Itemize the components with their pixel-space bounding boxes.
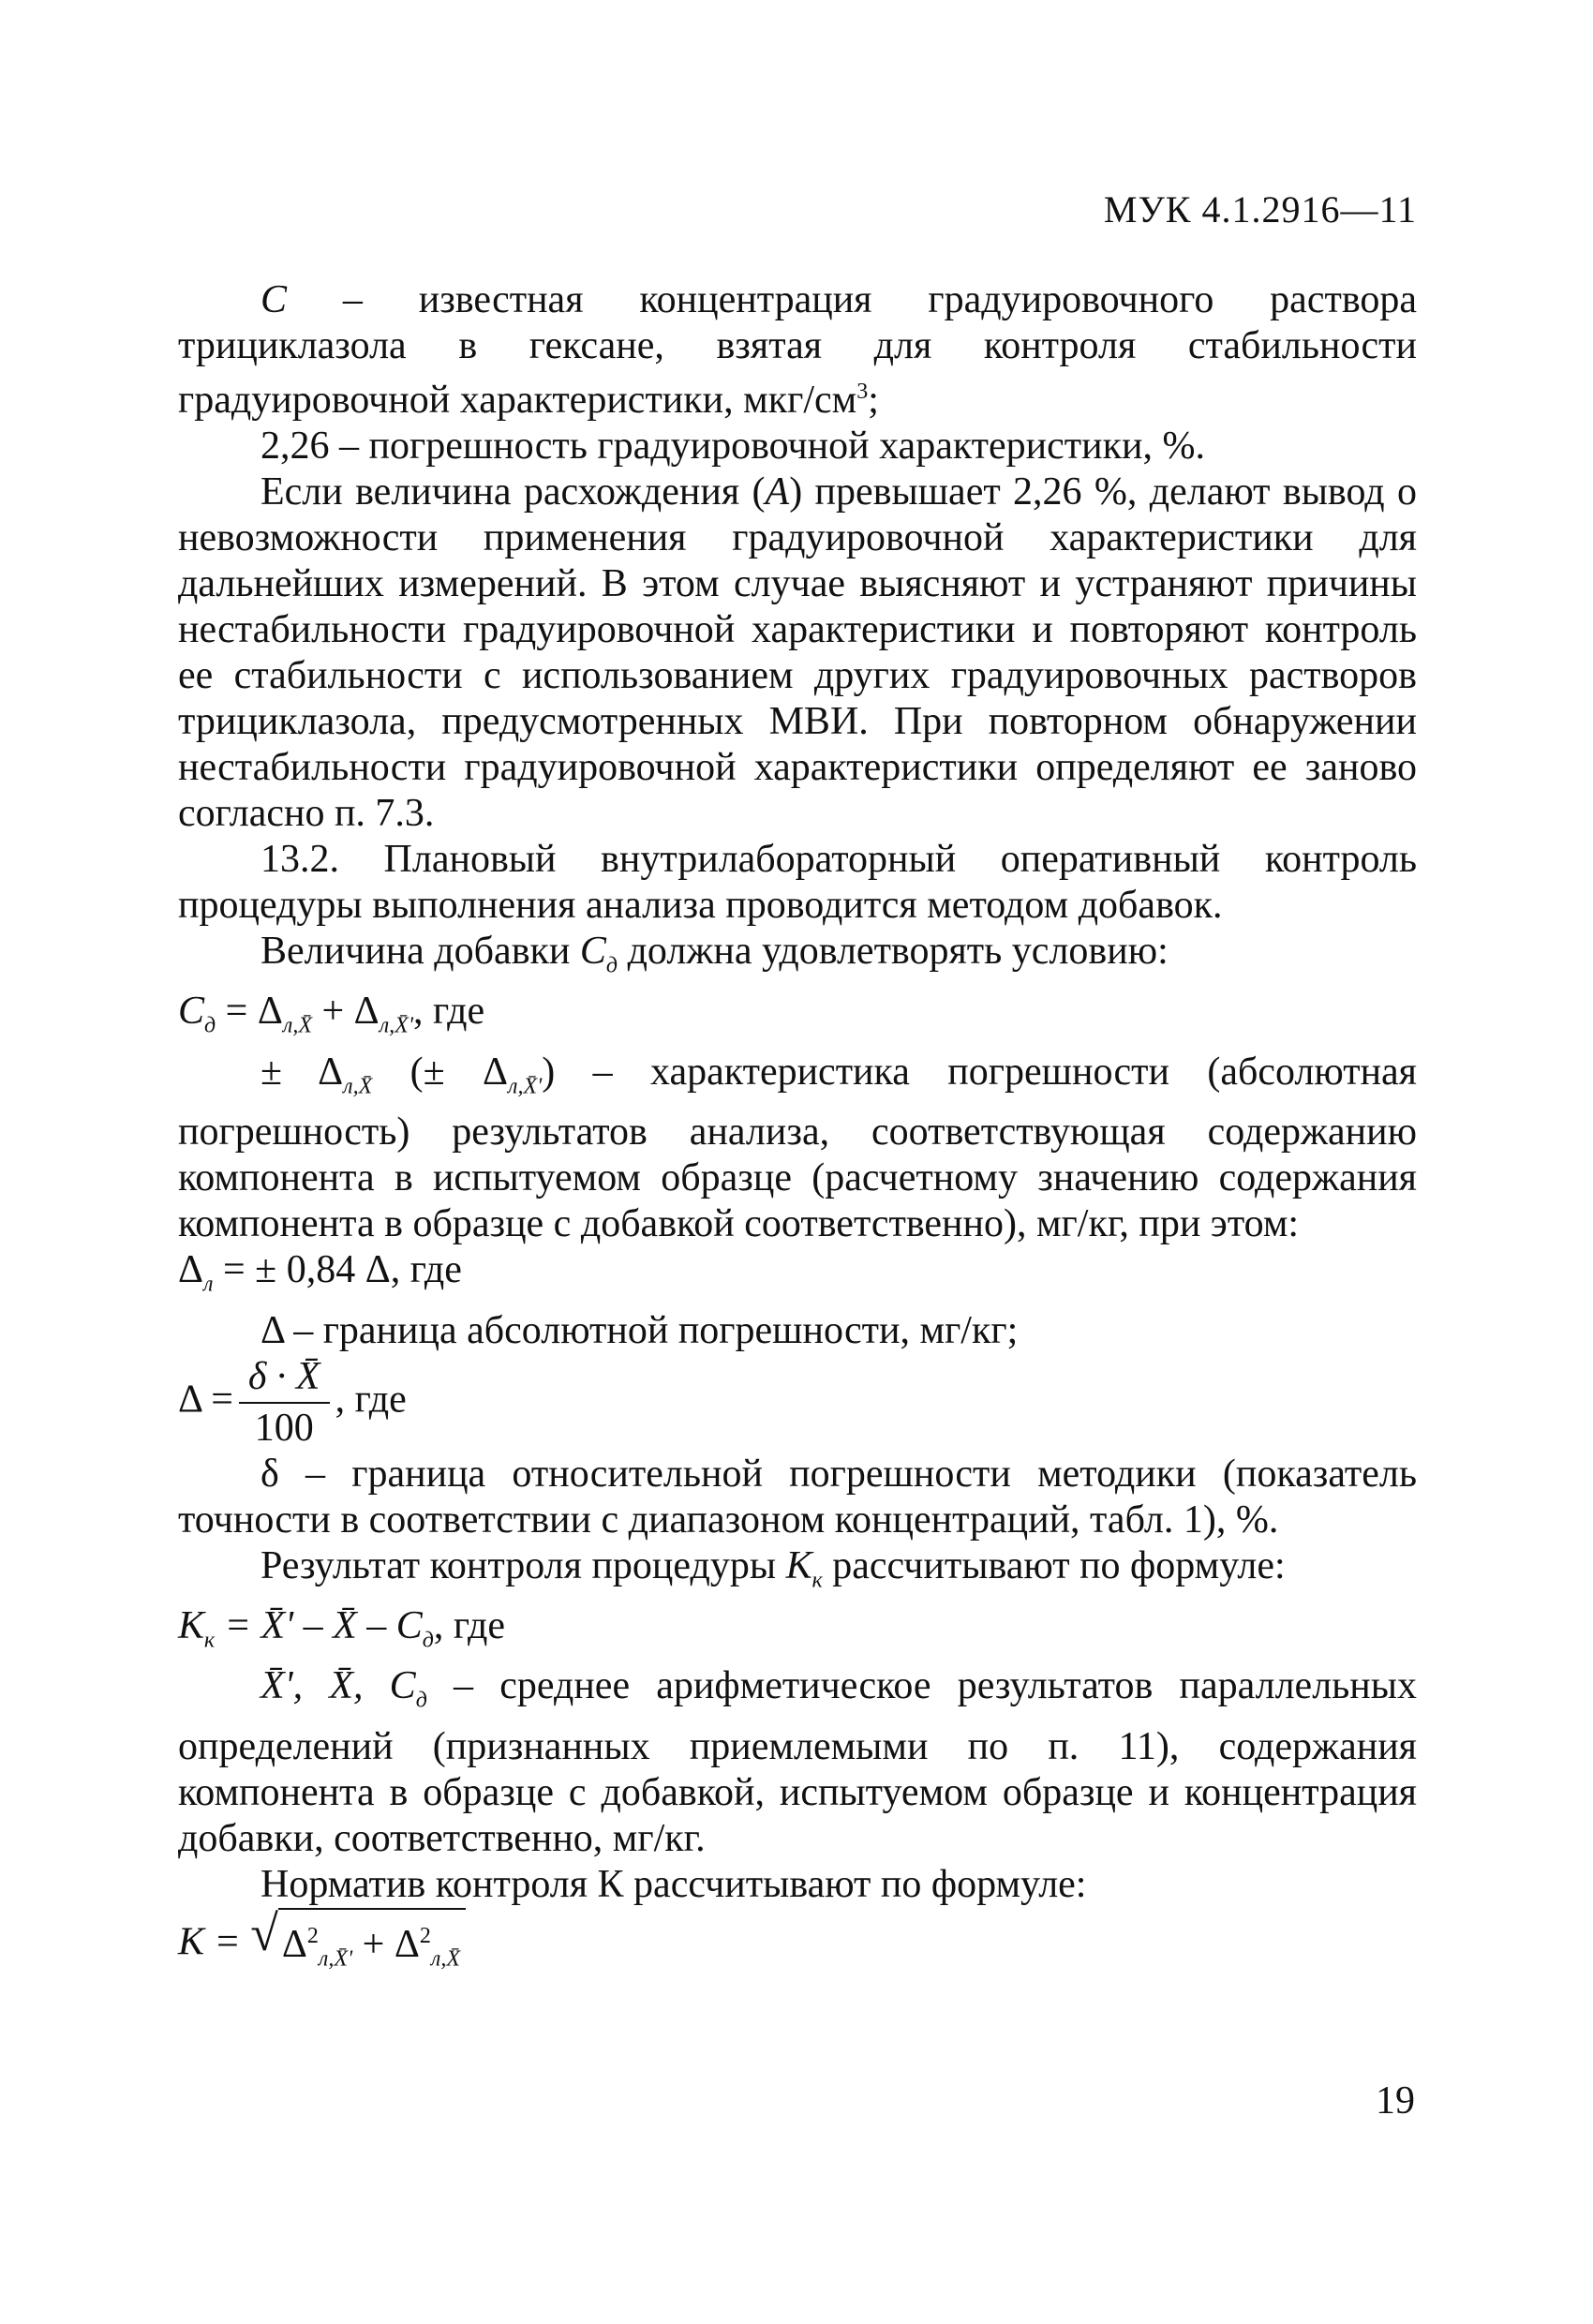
formula-k: К = √ $\Delta^2_{л,X̄'} + \Delta^2_{л,X̄}$: [178, 1908, 1417, 1982]
paragraph-norm: Норматив контроля К рассчитывают по формуле:: [261, 1862, 1087, 1906]
page-body: [178, 277, 1417, 1982]
sqrt-icon: √ $\Delta^2_{л,X̄'} + \Delta^2_{л,X̄}$: [250, 1908, 466, 1982]
page-number: 19: [1376, 2079, 1415, 2123]
formula-delta: Δ = $\frac{\delta \cdot X̄}{100}$ , где: [178, 1354, 407, 1450]
document-code: МУК 4.1.2916—11: [1103, 188, 1417, 231]
paragraph-13-2: 13.2. Плановый внутрилабораторный оперативный контроль процедуры выполнения анализа проводится методом добавок.: [178, 838, 1417, 927]
formula-cd: $С_д = \Delta_{л,X̄} + \Delta_{л,X̄'}$, где: [178, 990, 485, 1038]
paragraph-result: Результат контроля процедуры $К_к$ рассчитывают по формуле:: [261, 1543, 1286, 1592]
symbol-c: С: [261, 278, 288, 321]
fraction: $\frac{\delta \cdot X̄}{100}$: [239, 1354, 330, 1452]
paragraph-error: 2,26 – погрешность градуировочной характеристики, %.: [261, 425, 1205, 468]
paragraph-relative-bound: δ – граница относительной погрешности методики (показатель точности в соответствии с диапазоном концентраций, табл. 1), %.: [178, 1452, 1417, 1542]
paragraph-means: X̄', X̄, $С_д$ – среднее арифметическое результатов параллельных определений (признанных приемлемыми по п. 11), содержания компонента в образце с добавкой, испытуемом образце и концентрация добавки, соответственно, мг/кг.: [178, 1664, 1418, 1860]
paragraph-abs-bound: Δ – граница абсолютной погрешности, мг/кг;: [261, 1308, 1019, 1352]
formula-delta-l: $\Delta_л$ = ± 0,84 Δ, где: [178, 1248, 462, 1297]
formula-kk: $К_к$ = X̄' – X̄ – $С_д$, где: [178, 1603, 506, 1653]
paragraph-delta-definition: ± $\Delta_{л,X̄}$ (± $\Delta_{л,X̄'}$) – характеристика погрешности (абсолютная погрешность) результатов анализа, соответствующая содержанию компонента в испытуемом образце (расчетному значению содержания компонента в образце с добавкой соответственно), мг/кг, при этом:: [178, 1050, 1418, 1246]
paragraph-addition-size: Величина добавки $С_д$ должна удовлетворять условию:: [261, 930, 1169, 978]
paragraph-c-definition: С – известная концентрация градуировочного раствора трициклазола в гексане, взятая для контроля стабильности градуировочной характеристики, мкг/$см^3$;: [178, 278, 1417, 422]
paragraph-if-discrepancy: Если величина расхождения (А) превышает 2,26 %, делают вывод о невозможности применения градуировочной характеристики для дальнейших измерений. В этом случае выясняют и устраняют причины нестабильности градуировочной характеристики и повторяют контроль ее стабильности с использованием других градуировочных растворов трициклазола, предусмотренных МВИ. При повторном обнаружении нестабильности градуировочной характеристики определяют ее заново согласно п. 7.3.: [178, 470, 1417, 835]
